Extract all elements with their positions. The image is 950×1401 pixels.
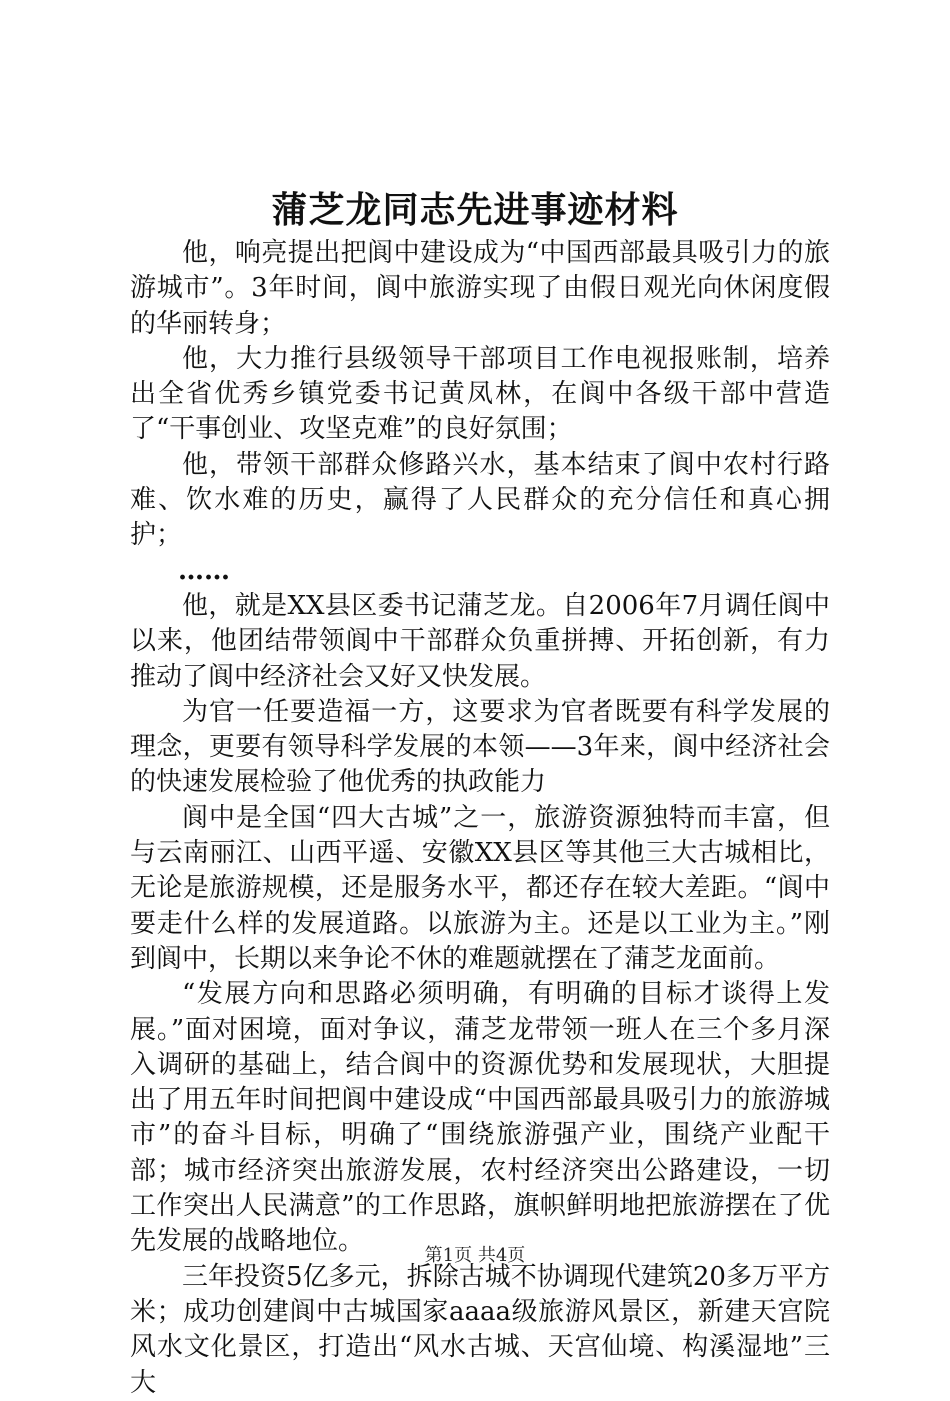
page-footer: 第1页 共4页 [424, 1245, 526, 1266]
paragraph: 他，就是XX县区委书记蒲芝龙。自2006年7月调任阆中以来，他团结带领阆中干部群众负重拼搏、开拓创新，有力推动了阆中经济社会又好又快发展。 [130, 590, 830, 692]
paragraph: 他，响亮提出把阆中建设成为“中国西部最具吸引力的旅游城市”。3年时间，阆中旅游实现了由假日观光向休闲度假的华丽转身； [130, 238, 830, 339]
ellipsis-line: …… [178, 555, 230, 586]
paragraph: 他，大力推行县级领导干部项目工作电视报账制，培养出全省优秀乡镇党委书记黄凤林，在阆中各级干部中营造了“干事创业、攻坚克难”的良好氛围； [130, 343, 830, 445]
document-title: 蒲芝龙同志先进事迹材料 [271, 189, 679, 231]
paragraph: “发展方向和思路必须明确，有明确的目标才谈得上发展。”面对困境，面对争议，蒲芝龙带领一班人在三个多月深入调研的基础上，结合阆中的资源优势和发展现状，大胆提出了用五年时间把阆中建设成“中国西部最具吸引力的旅游城市”的奋斗目标，明确了“围绕旅游强产业，围绕产业配干部；城市经济突出旅游发展，农村经济突出公路建设，一切工作突出人民满意”的工作思路，旗帜鲜明地把旅游摆在了优先发展的战略地位。 [130, 979, 830, 1257]
document-body [130, 236, 830, 1401]
paragraph: 为官一任要造福一方，这要求为官者既要有科学发展的理念，更要有领导科学发展的本领——3年来，阆中经济社会的快速发展检验了他优秀的执政能力 [130, 696, 830, 798]
paragraph: 阆中是全国“四大古城”之一，旅游资源独特而丰富，但与云南丽江、山西平遥、安徽XX县区等其他三大古城相比，无论是旅游规模，还是服务水平，都还存在较大差距。“阆中要走什么样的发展道路。以旅游为主。还是以工业为主。”刚到阆中，长期以来争论不休的难题就摆在了蒲芝龙面前。 [130, 802, 830, 974]
paragraph: 他，带领干部群众修路兴水，基本结束了阆中农村行路难、饮水难的历史，赢得了人民群众的充分信任和真心拥护； [130, 449, 830, 551]
paragraph: 三年投资5亿多元，拆除古城不协调现代建筑20多万平方米；成功创建阆中古城国家aaaa级旅游风景区，新建天宫院风水文化景区，打造出“风水古城、天宫仙境、构溪湿地”三大 [130, 1261, 830, 1398]
